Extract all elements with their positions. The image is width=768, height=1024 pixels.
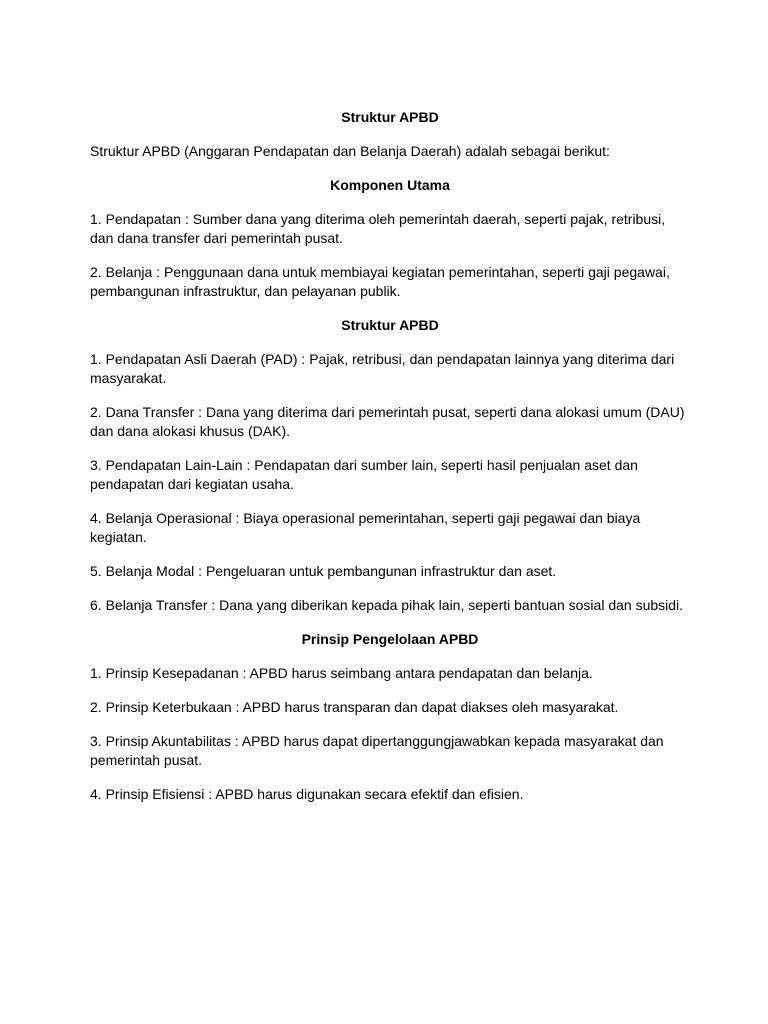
list-item: 2. Prinsip Keterbukaan : APBD harus transparan dan dapat diakses oleh masyarakat. (90, 699, 619, 715)
list-item: 1. Pendapatan Asli Daerah (PAD) : Pajak, retribusi, dan pendapatan lainnya yang diterima dari masyarakat. (90, 351, 675, 386)
list-item: 1. Prinsip Kesepadanan : APBD harus seimbang antara pendapatan dan belanja. (90, 665, 593, 681)
intro-paragraph: Struktur APBD (Anggaran Pendapatan dan Belanja Daerah) adalah sebagai berikut: (90, 143, 610, 159)
list-item: 4. Prinsip Efisiensi : APBD harus digunakan secara efektif dan efisien. (90, 786, 524, 802)
document-page (90, 108, 690, 804)
list-item: 3. Pendapatan Lain-Lain : Pendapatan dari sumber lain, seperti hasil penjualan aset dan pendapatan dari kegiatan usaha. (90, 457, 638, 492)
list-item: 2. Belanja : Penggunaan dana untuk membiayai kegiatan pemerintahan, seperti gaji pegawai, pembangunan infrastruktur, dan pelayanan publik. (90, 264, 670, 299)
list-item: 4. Belanja Operasional : Biaya operasional pemerintahan, seperti gaji pegawai dan biaya kegiatan. (90, 510, 641, 545)
list-item: 3. Prinsip Akuntabilitas : APBD harus dapat dipertanggungjawabkan kepada masyarakat dan pemerintah pusat. (90, 733, 664, 768)
list-item: 5. Belanja Modal : Pengeluaran untuk pembangunan infrastruktur dan aset. (90, 563, 557, 579)
list-item: 2. Dana Transfer : Dana yang diterima dari pemerintah pusat, seperti dana alokasi umum (DAU) dan dana alokasi khusus (DAK). (90, 404, 685, 439)
document-title: Struktur APBD (341, 109, 439, 125)
list-item: 1. Pendapatan : Sumber dana yang diterima oleh pemerintah daerah, seperti pajak, retribusi, dan dana transfer dari pemerintah pusat. (90, 211, 666, 246)
section-heading-struktur-apbd: Struktur APBD (341, 317, 439, 333)
section-heading-komponen-utama: Komponen Utama (330, 177, 450, 193)
section-heading-prinsip-pengelolaan: Prinsip Pengelolaan APBD (301, 631, 479, 647)
list-item: 6. Belanja Transfer : Dana yang diberikan kepada pihak lain, seperti bantuan sosial dan subsidi. (90, 597, 684, 613)
